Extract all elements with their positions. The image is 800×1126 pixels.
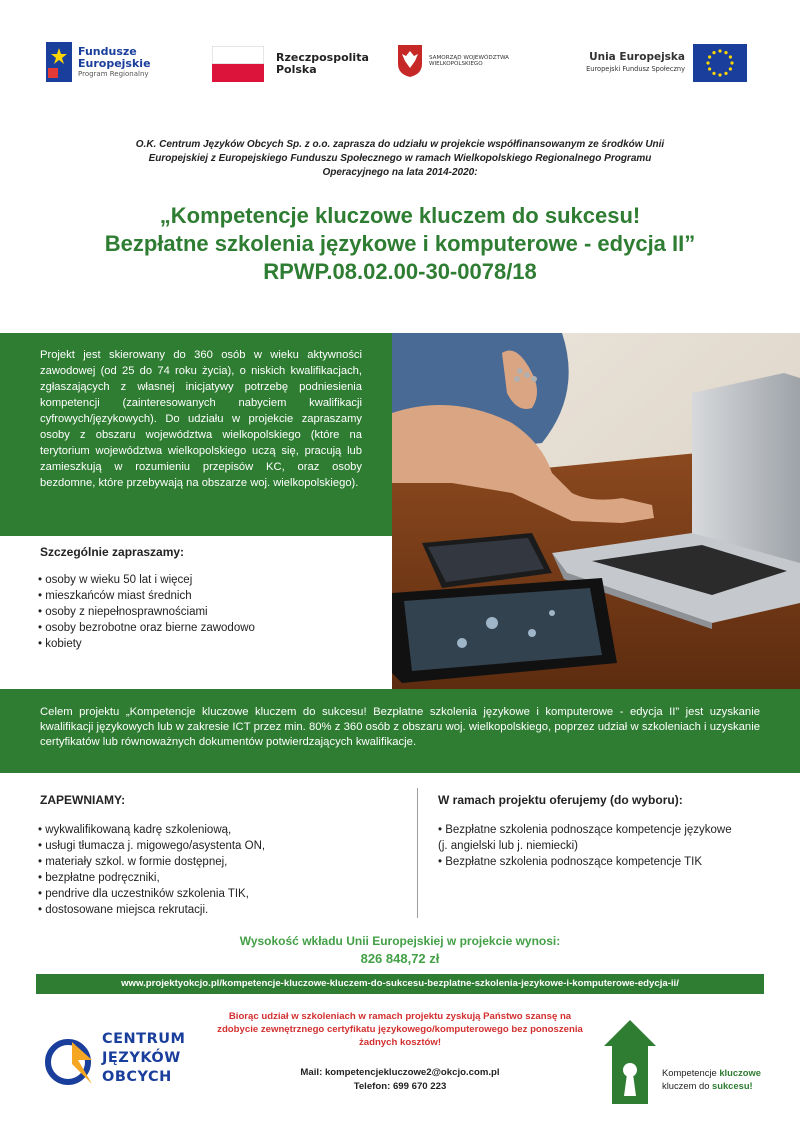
kk-word4: sukcesu! bbox=[712, 1080, 753, 1091]
contact-mail[interactable]: Mail: kompetencjekluczowe2@okcjo.com.pl bbox=[300, 1067, 500, 1078]
oferujemy-list bbox=[438, 822, 738, 870]
logo-rzeczpospolita bbox=[212, 44, 372, 84]
page-title bbox=[60, 202, 740, 286]
kk-word3: kluczem do bbox=[662, 1080, 710, 1091]
list-item: • osoby w wieku 50 lat i więcej bbox=[38, 572, 255, 588]
eu-flag-icon bbox=[693, 44, 747, 82]
list-item: • Bezpłatne szkolenia podnoszące kompetencje językowe (j. angielski lub j. niemiecki) bbox=[438, 824, 732, 852]
oferujemy-title: W ramach projektu oferujemy (do wyboru): bbox=[438, 793, 683, 807]
logo-centrum-jezykow-obcych bbox=[42, 1028, 186, 1092]
ue-line2: Europejski Fundusz Społeczny bbox=[586, 65, 685, 74]
rzeczpospolita-line2: Polska bbox=[276, 62, 317, 76]
samorzad-line2: WIELKOPOLSKIEGO bbox=[429, 60, 483, 67]
list-item: • mieszkańców miast średnich bbox=[38, 588, 255, 604]
list-item: • dostosowane miejsca rekrutacji. bbox=[38, 904, 209, 916]
list-item: • wykwalifikowaną kadrę szkoleniową, bbox=[38, 824, 232, 836]
wielkopolska-coat-of-arms-icon bbox=[397, 44, 423, 78]
list-item: • usługi tłumacza j. migowego/asystenta ON, bbox=[38, 840, 266, 852]
column-divider bbox=[417, 788, 418, 918]
goal-text: Celem projektu „Kompetencje kluczowe kluczem do sukcesu! Bezpłatne szkolenia językowe i komputerowe - edycja II” jest uzyskanie kwalifikacji językowych lub w zakresie ICT przez min. 80% z 360 osób z obszaru woj. wielkopolskiego, poprzez udział w szkoleniach i uzyskanie certyfikatów lub równoważnych dokumentów potwierdzających kwalifikacje. bbox=[40, 706, 760, 748]
fundusze-line2: Europejskie bbox=[78, 56, 151, 70]
logo-fundusze-europejskie bbox=[46, 42, 176, 82]
invitation-list bbox=[38, 572, 255, 652]
contact-info bbox=[250, 1066, 550, 1094]
intro-text: O.K. Centrum Języków Obcych Sp. z o.o. zaprasza do udziału w projekcie współfinansowanym ze środków Unii Europejskiej z Europejskiego Funduszu Społecznego w ramach Wielkopolskiego Regionalnego Programu Operacyjnego na lata 2014-2020: bbox=[135, 139, 665, 178]
ok-logo-icon bbox=[42, 1032, 98, 1088]
project-description: Projekt jest skierowany do 360 osób w wieku aktywności zawodowej (od 25 do 74 roku życia), o niskich kwalifikacjach, zgłaszających z własnej inicjatywy potrzebę podniesienia kompetencji (zainteresowanych nabyciem kwalifikacji cyfrowych/językowych). Do udziału w projekcie zapraszamy osoby z obszaru województwa wielkopolskiego (które na terytorium województwa wielkopolskiego uczą się, pracują lub zamieszkują w rozumieniu przepisów KC, oraz osoby bezdomne, które przebywają na obszarze woj. wielkopolskiego). bbox=[40, 349, 362, 489]
rzeczpospolita-line1: Rzeczpospolita bbox=[276, 51, 369, 64]
project-description-box bbox=[0, 333, 392, 536]
contact-phone[interactable]: Telefon: 699 670 223 bbox=[353, 1081, 447, 1092]
logo-kompetencje-kluczowe bbox=[602, 1018, 772, 1108]
title-line1: „Kompetencje kluczowe kluczem do sukcesu! bbox=[159, 203, 641, 228]
zapewniamy-title: ZAPEWNIAMY: bbox=[40, 793, 126, 807]
fundusze-line1: Fundusze bbox=[78, 45, 137, 58]
logo-unia-europejska bbox=[565, 44, 755, 84]
laptop-photo-illustration bbox=[392, 333, 800, 689]
project-url-link[interactable]: www.projektyokcjo.pl/kompetencje-kluczowe-kluczem-do-sukcesu-bezplatne-szkolenia-jezykowe-i-komputerowe-edycja-ii/ bbox=[36, 974, 764, 994]
zapewniamy-list bbox=[38, 822, 398, 918]
photo-laptop bbox=[392, 333, 800, 689]
goal-box bbox=[0, 689, 800, 773]
funding-amount: 826 848,72 zł bbox=[360, 951, 440, 966]
funding-label: Wysokość wkładu Unii Europejskiej w projekcie wynosi: bbox=[239, 934, 561, 948]
cjo-line3: OBCYCH bbox=[102, 1069, 172, 1085]
logo-samorzad bbox=[397, 44, 537, 84]
list-item: • Bezpłatne szkolenia podnoszące kompetencje TIK bbox=[438, 856, 703, 868]
samorzad-line1: SAMORZĄD WOJEWÓDZTWA bbox=[429, 55, 510, 61]
cjo-line2: JĘZYKÓW bbox=[102, 1050, 181, 1066]
list-item: • pendrive dla uczestników szkolenia TIK, bbox=[38, 888, 249, 900]
polish-flag-icon bbox=[212, 46, 264, 82]
fundusze-line3: Program Regionalny bbox=[78, 70, 149, 79]
invitation-title: Szczególnie zapraszamy: bbox=[40, 545, 185, 559]
title-line3: RPWP.08.02.00-30-0078/18 bbox=[263, 259, 537, 284]
certificate-notice: Biorąc udział w szkoleniach w ramach projektu zyskują Państwo szansę na zdobycie zewnętrznego certyfikatu językowego/komputerowego bez ponoszenia żadnych kosztów! bbox=[217, 1011, 583, 1048]
list-item: • bezpłatne podręczniki, bbox=[38, 872, 160, 884]
kk-word1: Kompetencje bbox=[662, 1067, 717, 1078]
title-line2: Bezpłatne szkolenia językowe i komputerowe - edycja II” bbox=[104, 231, 696, 256]
cjo-line1: CENTRUM bbox=[102, 1031, 186, 1047]
ue-line1: Unia Europejska bbox=[589, 51, 685, 63]
house-keyhole-icon bbox=[602, 1018, 658, 1106]
list-item: • kobiety bbox=[38, 636, 255, 652]
list-item: • osoby bezrobotne oraz bierne zawodowo bbox=[38, 620, 255, 636]
list-item: • materiały szkol. w formie dostępnej, bbox=[38, 856, 228, 868]
list-item: • osoby z niepełnosprawnościami bbox=[38, 604, 255, 620]
kk-word2: kluczowe bbox=[719, 1067, 762, 1078]
fundusze-europejskie-icon bbox=[46, 42, 72, 82]
